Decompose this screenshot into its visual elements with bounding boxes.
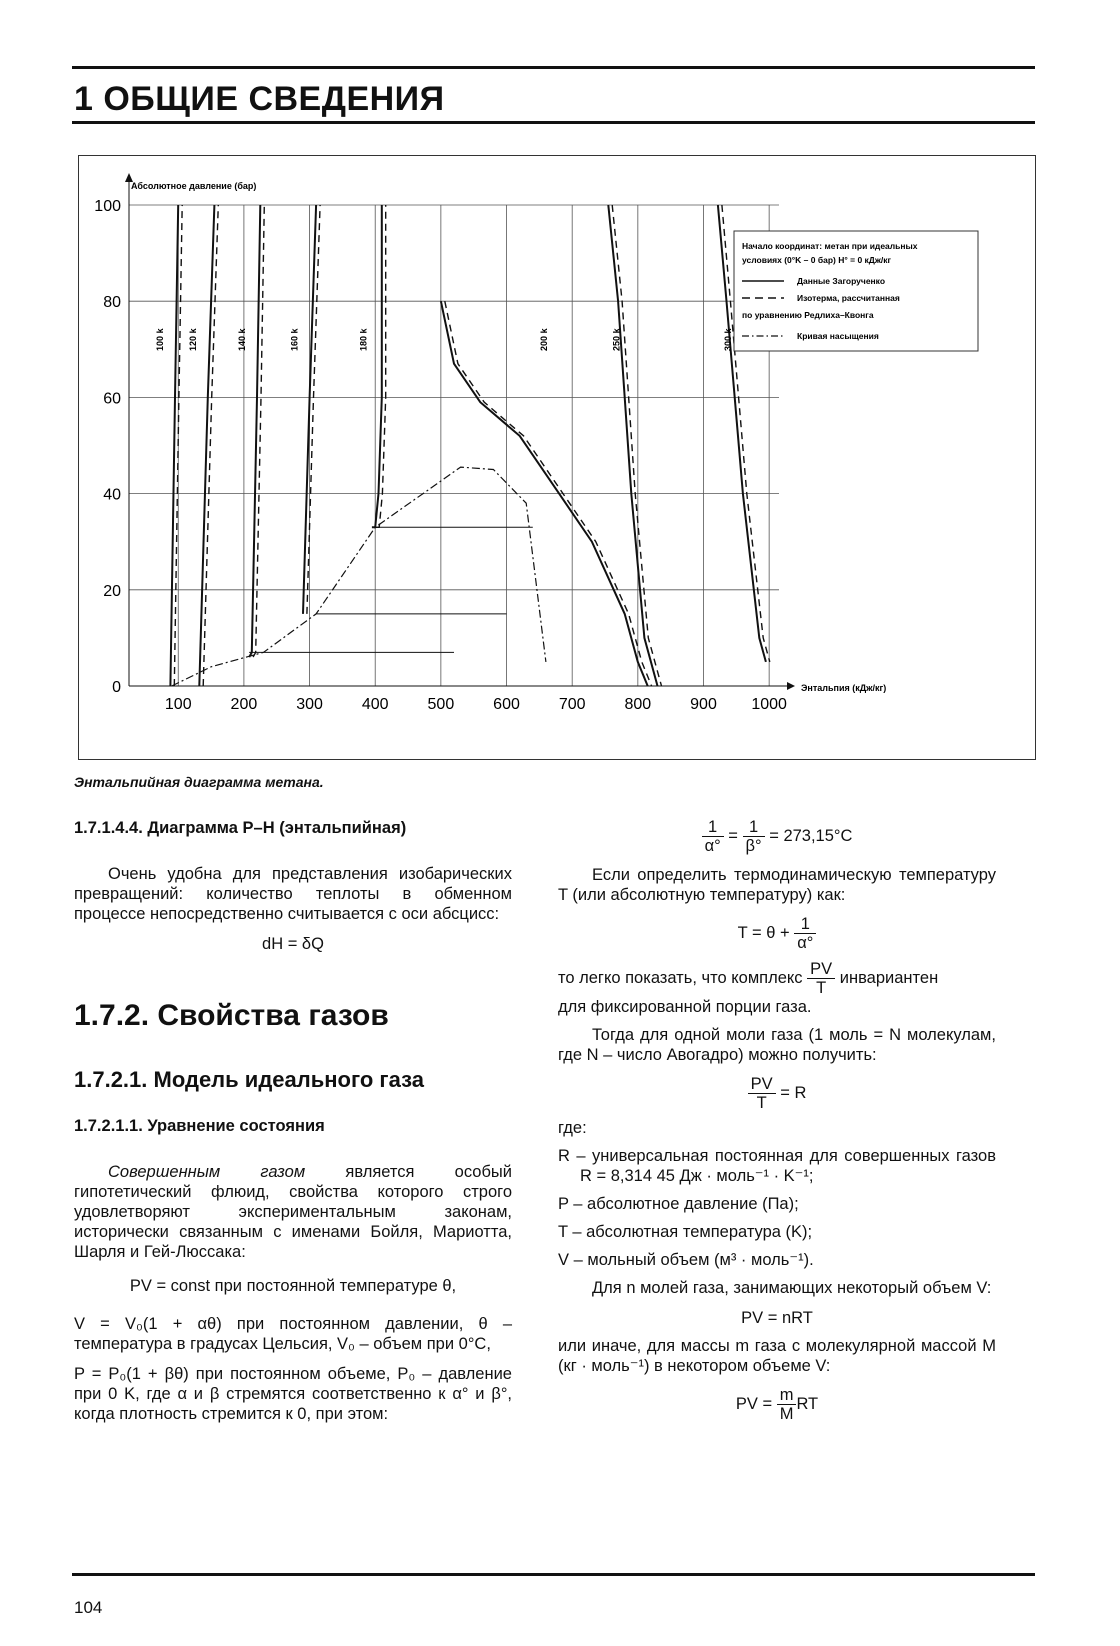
fraction-m-m: $\frac{m}{M}$ <box>777 1386 797 1423</box>
x-tick-label: 800 <box>624 696 652 713</box>
x-tick-label: 1000 <box>751 696 787 713</box>
fraction-pv-t-inline: $\frac{PV}{T}$ <box>807 960 835 997</box>
fraction-1-beta: $\frac{1}{\beta^\circ}$ <box>743 818 765 855</box>
x-axis-arrow <box>787 682 795 690</box>
paragraph-one-mole: Тогда для одной моли газа (1 моль = N молекулам, где N – число Авогадро) можно получить: <box>558 1026 996 1064</box>
formula-pv-m-m-rt: PV = $\frac{m}{M}$ RT <box>735 1386 819 1423</box>
paragraph-mass: или иначе, для массы m газа с молекулярной массой M (кг · моль⁻¹) в некотором объеме V: <box>558 1337 996 1375</box>
definition-p: P – абсолютное давление (Па); <box>558 1195 799 1213</box>
right-column <box>558 818 996 1423</box>
isotherm-label: 120 k <box>187 328 198 351</box>
header-bottom-rule <box>72 121 1035 124</box>
paragraph-ph-diagram: Очень удобна для представления изобарических превращений: количество теплоты в обменном процессе непосредственно считывается с оси абсцисс: <box>74 865 512 923</box>
isotherm-label: 100 k <box>154 328 165 351</box>
section-heading-1-7-2-1-1: 1.7.2.1.1. Уравнение состояния <box>74 1117 325 1135</box>
fraction-1-alpha: $\frac{1}{\alpha^\circ}$ <box>702 818 724 855</box>
y-tick-label: 80 <box>103 294 121 312</box>
isotherm-dashed-6 <box>612 205 661 686</box>
header-top-rule <box>72 66 1035 69</box>
term-perfect-gas: Совершенным газом <box>108 1163 306 1181</box>
y-tick-label: 0 <box>112 679 121 696</box>
where-label: где: <box>558 1119 587 1137</box>
x-tick-label: 300 <box>296 696 323 713</box>
paragraph-invariant: то легко показать, что комплекс $\frac{PV}{T}$ инвариантен для фиксированной порции газа. <box>558 960 939 1016</box>
x-tick-label: 200 <box>230 696 258 713</box>
isotherm-solid-6 <box>608 205 657 686</box>
y-tick-label: 20 <box>103 582 121 600</box>
y-tick-label: 100 <box>94 198 121 215</box>
y-tick-label: 40 <box>103 486 121 504</box>
x-tick-label: 900 <box>690 696 717 713</box>
paragraph-perfect-gas <box>74 1162 512 1262</box>
left-column <box>74 818 512 1434</box>
x-tick-label: 100 <box>164 696 192 713</box>
paragraph-gay-lussac: P = P₀(1 + βθ) при постоянном объеме, P₀ – давление при 0 K, где α и β стремятся соответственно к α° и β°, когда плотность стремится к 0, при этом: <box>74 1365 512 1423</box>
formula-dh-dq: dH = δQ <box>262 935 324 953</box>
formula-alpha-beta-value: = 273,15°C <box>769 826 853 845</box>
section-heading-1-7-2-1: 1.7.2.1. Модель идеального газа <box>74 1067 424 1092</box>
paragraph-thermo-temperature: Если определить термодинамическую температуру T (или абсолютную температуру) как: <box>558 866 996 904</box>
x-tick-label: 700 <box>558 696 586 713</box>
legend-origin-line2: условиях (0°K – 0 бар) H° = 0 кДж/кг <box>742 255 892 265</box>
legend-series-2-line2: по уравнению Редлиха–Квонга <box>742 310 874 320</box>
formula-t-theta: T = θ + $\frac{1}{\alpha^\circ}$ <box>558 915 996 952</box>
isotherm-solid-0 <box>170 205 178 686</box>
isotherm-label: 140 k <box>237 328 248 351</box>
x-tick-label: 400 <box>361 696 389 713</box>
formula-alpha-beta: $\frac{1}{\alpha^\circ}$ = $\frac{1}{\beta^\circ}$ = 273,15°C <box>558 818 996 855</box>
isotherm-solid-4 <box>372 205 382 527</box>
legend-origin-line1: Начало координат: метан при идеальных <box>742 241 918 251</box>
y-axis-label: Абсолютное давление (бар) <box>131 181 257 191</box>
enthalpy-chart <box>79 156 1035 759</box>
section-heading-1-7-2: 1.7.2. Свойства газов <box>74 999 389 1032</box>
definition-r: R – универсальная постоянная для совершенных газов R = 8,314 45 Дж · моль⁻¹ · K⁻¹; <box>558 1147 996 1185</box>
isotherm-label: 200 k <box>539 328 550 351</box>
x-tick-label: 500 <box>427 696 455 713</box>
page-number: 104 <box>74 1598 103 1617</box>
formula-boyle: PV = const при постоянной температуре θ, <box>129 1277 457 1295</box>
paragraph-perfect-gas-text: является особый гипотетический флюид, свойства которого строго удовлетворяют экспериментальным законам, исторически связанным с именами Бойля, Мариотта, Шарля и Гей-Люссака: <box>74 1163 512 1261</box>
definition-t: T – абсолютная температура (K); <box>558 1223 813 1241</box>
y-tick-label: 60 <box>103 390 121 408</box>
figure-caption: Энтальпийная диаграмма метана. <box>74 774 324 790</box>
isotherm-label: 250 k <box>611 328 622 351</box>
isotherm-label: 180 k <box>358 328 369 351</box>
x-axis-label: Энтальпия (кДж/кг) <box>801 683 887 693</box>
figure-frame <box>78 155 1036 760</box>
fraction-pv-t: $\frac{PV}{T}$ <box>748 1075 776 1112</box>
legend-series-2-line1: Изотерма, рассчитанная <box>797 293 900 303</box>
definitions-list <box>558 1118 996 1270</box>
isotherm-label: 300 k <box>722 328 733 351</box>
x-tick-label: 600 <box>493 696 520 713</box>
fraction-1-alpha-t: $\frac{1}{\alpha^\circ}$ <box>794 915 816 952</box>
definition-v: V – мольный объем (м³ · моль⁻¹). <box>558 1251 814 1269</box>
isotherm-solid-1 <box>199 205 214 686</box>
section-heading-1-7-1-4-4: 1.7.1.4.4. Диаграмма Р–Н (энтальпийная) <box>74 819 407 837</box>
isotherm-label: 160 k <box>289 328 300 351</box>
chapter-title: 1 ОБЩИЕ СВЕДЕНИЯ <box>74 80 445 118</box>
formula-pv-nrt: PV = nRT <box>741 1309 813 1327</box>
formula-pv-t-r: $\frac{PV}{T}$ = R <box>558 1075 996 1112</box>
paragraph-n-moles: Для n молей газа, занимающих некоторый объем V: <box>592 1279 992 1297</box>
legend-series-1: Данные Загорученко <box>797 276 886 286</box>
paragraph-charles: V = V₀(1 + αθ) при постоянном давлении, θ – температура в градусах Цельсия, V₀ – объем при 0°С, <box>74 1315 512 1353</box>
saturation-curve <box>172 467 546 686</box>
footer-rule <box>72 1573 1035 1576</box>
isotherm-solid-2 <box>249 205 260 657</box>
legend-series-3: Кривая насыщения <box>797 331 879 341</box>
